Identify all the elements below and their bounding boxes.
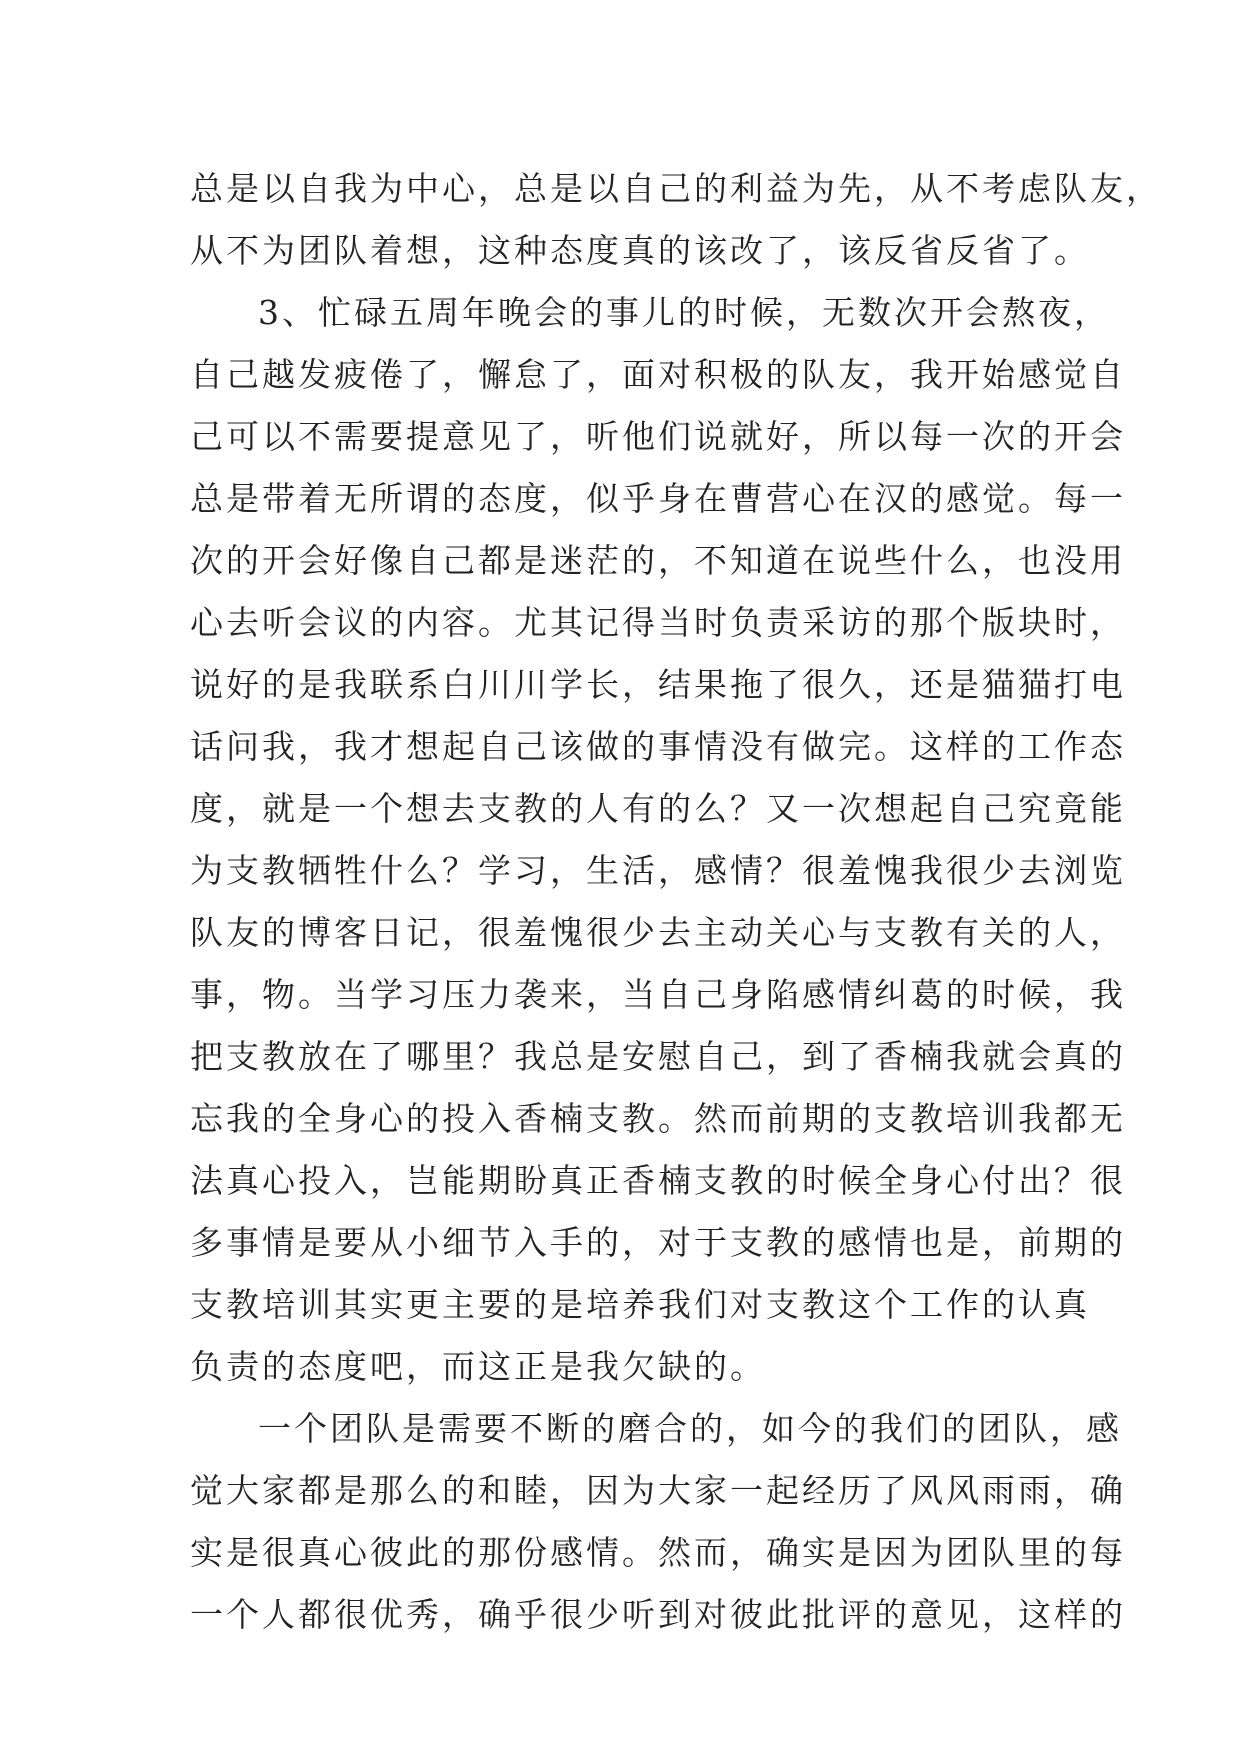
text-line: 实是很真心彼此的那份感情。然而，确实是因为团队里的每 [190,1533,1126,1572]
text-line: 从不为团队着想，这种态度真的该改了，该反省反省了。 [190,231,1090,270]
text-line: 觉大家都是那么的和睦，因为大家一起经历了风风雨雨，确 [190,1471,1126,1510]
text-line: 心去听会议的内容。尤其记得当时负责采访的那个版块时， [190,603,1126,642]
body-text [190,158,1162,1646]
text-line: 多事情是要从小细节入手的，对于支教的感情也是，前期的 [190,1223,1126,1262]
text-line: 为支教牺牲什么？学习，生活，感情？很羞愧我很少去浏览 [190,851,1126,890]
text-line: 一个人都很优秀，确乎很少听到对彼此批评的意见，这样的 [190,1595,1126,1634]
text-line: 总是以自我为中心，总是以自己的利益为先，从不考虑队友， [190,169,1162,208]
text-line: 自己越发疲倦了，懈怠了，面对积极的队友，我开始感觉自 [190,355,1126,394]
text-line: 队友的博客日记，很羞愧很少去主动关心与支教有关的人， [190,913,1126,952]
paragraph-start-line: 3、忙碌五周年晚会的事儿的时候，无数次开会熬夜， [258,293,1110,332]
text-line: 把支教放在了哪里？我总是安慰自己，到了香楠我就会真的 [190,1037,1126,1076]
text-line: 事，物。当学习压力袭来，当自己身陷感情纠葛的时候，我 [190,975,1126,1014]
paragraph-start-line: 一个团队是需要不断的磨合的，如今的我们的团队，感 [258,1409,1122,1448]
text-line: 负责的态度吧，而这正是我欠缺的。 [190,1347,766,1386]
text-line: 忘我的全身心的投入香楠支教。然而前期的支教培训我都无 [190,1099,1126,1138]
text-line: 度，就是一个想去支教的人有的么？又一次想起自己究竟能 [190,789,1126,828]
text-line: 支教培训其实更主要的是培养我们对支教这个工作的认真 [190,1285,1090,1324]
text-line: 次的开会好像自己都是迷茫的，不知道在说些什么，也没用 [190,541,1126,580]
text-line: 总是带着无所谓的态度，似乎身在曹营心在汉的感觉。每一 [190,479,1126,518]
text-line: 说好的是我联系白川川学长，结果拖了很久，还是猫猫打电 [190,665,1126,704]
text-line: 己可以不需要提意见了，听他们说就好，所以每一次的开会 [190,417,1126,456]
text-line: 法真心投入，岂能期盼真正香楠支教的时候全身心付出？很 [190,1161,1126,1200]
text-line: 话问我，我才想起自己该做的事情没有做完。这样的工作态 [190,727,1126,766]
